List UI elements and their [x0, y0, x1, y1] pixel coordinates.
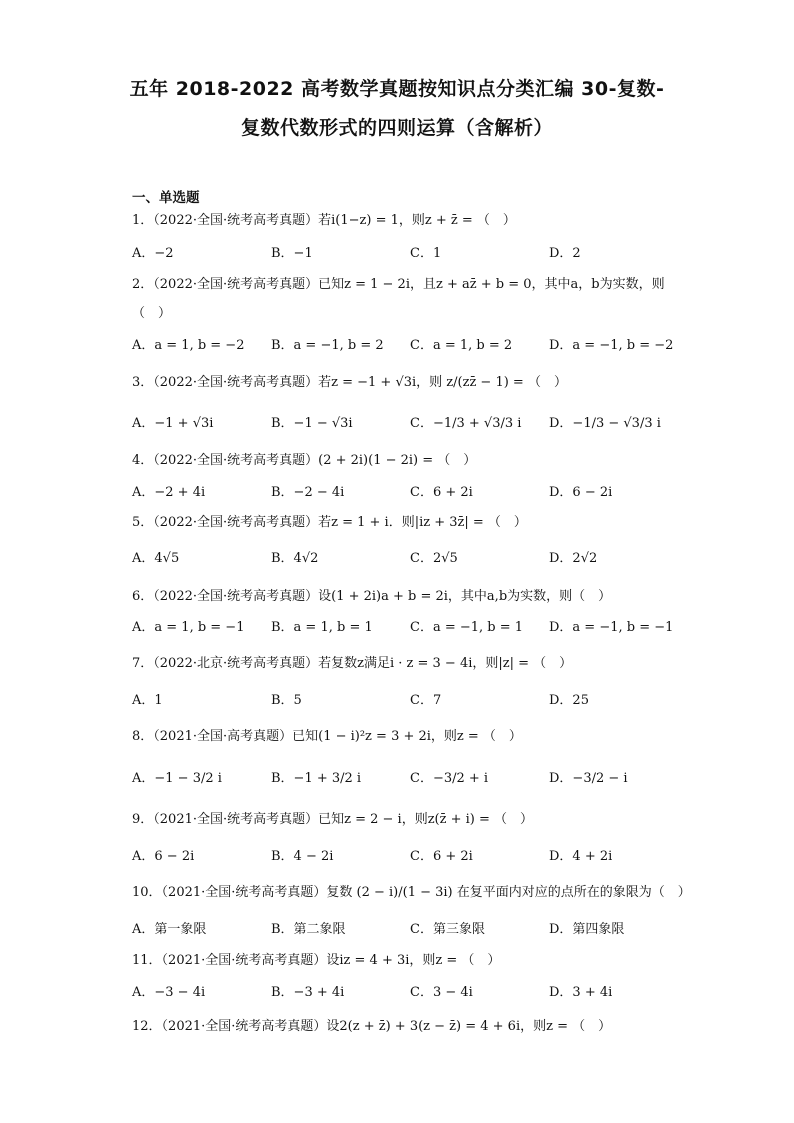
question-7: 7．（2022·北京·统考高考真题）若复数z满足i · z = 3 − 4i，则|z| = （ ） — [132, 656, 573, 671]
q9-option-c: C．6 + 2i — [410, 849, 473, 864]
q11-option-d: D．3 + 4i — [549, 985, 613, 1000]
q5-option-b: B．4√2 — [271, 551, 319, 566]
q2-option-c: C．a = 1, b = 2 — [410, 338, 513, 353]
question-6: 6．（2022·全国·统考高考真题）设(1 + 2i)a + b = 2i，其中a,b为实数，则（ ） — [132, 589, 612, 604]
section-heading: 一、单选题 — [132, 190, 200, 206]
question-2-continuation: （ ） — [132, 306, 172, 321]
q7-option-d: D．25 — [549, 693, 589, 708]
q4-option-a: A．−2 + 4i — [132, 485, 206, 500]
q11-option-b: B．−3 + 4i — [271, 985, 345, 1000]
q8-option-c: C．−3/2 + i — [410, 771, 489, 786]
q10-option-d: D．第四象限 — [549, 922, 625, 937]
q3-option-a: A．−1 + √3i — [132, 416, 214, 431]
question-11: 11．（2021·全国·统考高考真题）设iz = 4 + 3i，则z = （ ） — [132, 953, 501, 968]
question-12: 12．（2021·全国·统考高考真题）设2(z + z̄) + 3(z − z̄) = 4 + 6i，则z = （ ） — [132, 1019, 612, 1034]
question-3: 3．（2022·全国·统考高考真题）若z = −1 + √3i，则 z/(zz̄ − 1) = （ ） — [132, 375, 567, 390]
q10-option-b: B．第二象限 — [271, 922, 346, 937]
q7-option-a: A．1 — [132, 693, 163, 708]
q5-option-d: D．2√2 — [549, 551, 598, 566]
question-1: 1．（2022·全国·统考高考真题）若i(1−z) = 1，则z + z̄ = （ ） — [132, 213, 516, 228]
question-2: 2．（2022·全国·统考高考真题）已知z = 1 − 2i，且z + az̄ + b = 0，其中a，b为实数，则 — [132, 277, 665, 292]
q2-option-a: A．a = 1, b = −2 — [132, 338, 245, 353]
question-5: 5．（2022·全国·统考高考真题）若z = 1 + i．则|iz + 3z̄| = （ ） — [132, 515, 527, 530]
document-title-line1: 五年 2018-2022 高考数学真题按知识点分类汇编 30-复数- — [129, 78, 665, 100]
q2-option-b: B．a = −1, b = 2 — [271, 338, 384, 353]
document-title-line2: 复数代数形式的四则运算（含解析） — [240, 117, 553, 139]
q6-option-d: D．a = −1, b = −1 — [549, 620, 674, 635]
q8-option-b: B．−1 + 3/2 i — [271, 771, 362, 786]
q11-option-a: A．−3 − 4i — [132, 985, 206, 1000]
q3-option-d: D．−1/3 − √3/3 i — [549, 416, 661, 431]
q1-option-b: B．−1 — [271, 246, 313, 261]
question-10: 10．（2021·全国·统考高考真题）复数 (2 − i)/(1 − 3i) 在复平面内对应的点所在的象限为（ ） — [132, 885, 691, 900]
q6-option-c: C．a = −1, b = 1 — [410, 620, 524, 635]
q11-option-c: C．3 − 4i — [410, 985, 473, 1000]
q5-option-c: C．2√5 — [410, 551, 458, 566]
q9-option-d: D．4 + 2i — [549, 849, 613, 864]
q1-option-a: A．−2 — [132, 246, 174, 261]
q7-option-b: B．5 — [271, 693, 302, 708]
q9-option-b: B．4 − 2i — [271, 849, 334, 864]
q3-option-c: C．−1/3 + √3/3 i — [410, 416, 522, 431]
question-9: 9．（2021·全国·统考高考真题）已知z = 2 − i，则z(z̄ + i) = （ ） — [132, 812, 534, 827]
q1-option-d: D．2 — [549, 246, 581, 261]
q4-option-c: C．6 + 2i — [410, 485, 473, 500]
q6-option-b: B．a = 1, b = 1 — [271, 620, 373, 635]
q3-option-b: B．−1 − √3i — [271, 416, 353, 431]
q8-option-a: A．−1 − 3/2 i — [132, 771, 222, 786]
question-4: 4．（2022·全国·统考高考真题）(2 + 2i)(1 − 2i) = （ ） — [132, 453, 477, 468]
q10-option-c: C．第三象限 — [410, 922, 485, 937]
q8-option-d: D．−3/2 − i — [549, 771, 628, 786]
q9-option-a: A．6 − 2i — [132, 849, 195, 864]
q10-option-a: A．第一象限 — [132, 922, 207, 937]
q7-option-c: C．7 — [410, 693, 442, 708]
q2-option-d: D．a = −1, b = −2 — [549, 338, 674, 353]
q4-option-d: D．6 − 2i — [549, 485, 613, 500]
q6-option-a: A．a = 1, b = −1 — [132, 620, 245, 635]
q4-option-b: B．−2 − 4i — [271, 485, 345, 500]
q1-option-c: C．1 — [410, 246, 442, 261]
question-8: 8．（2021·全国·高考真题）已知(1 − i)²z = 3 + 2i，则z = （ ） — [132, 729, 522, 744]
q5-option-a: A．4√5 — [132, 551, 180, 566]
